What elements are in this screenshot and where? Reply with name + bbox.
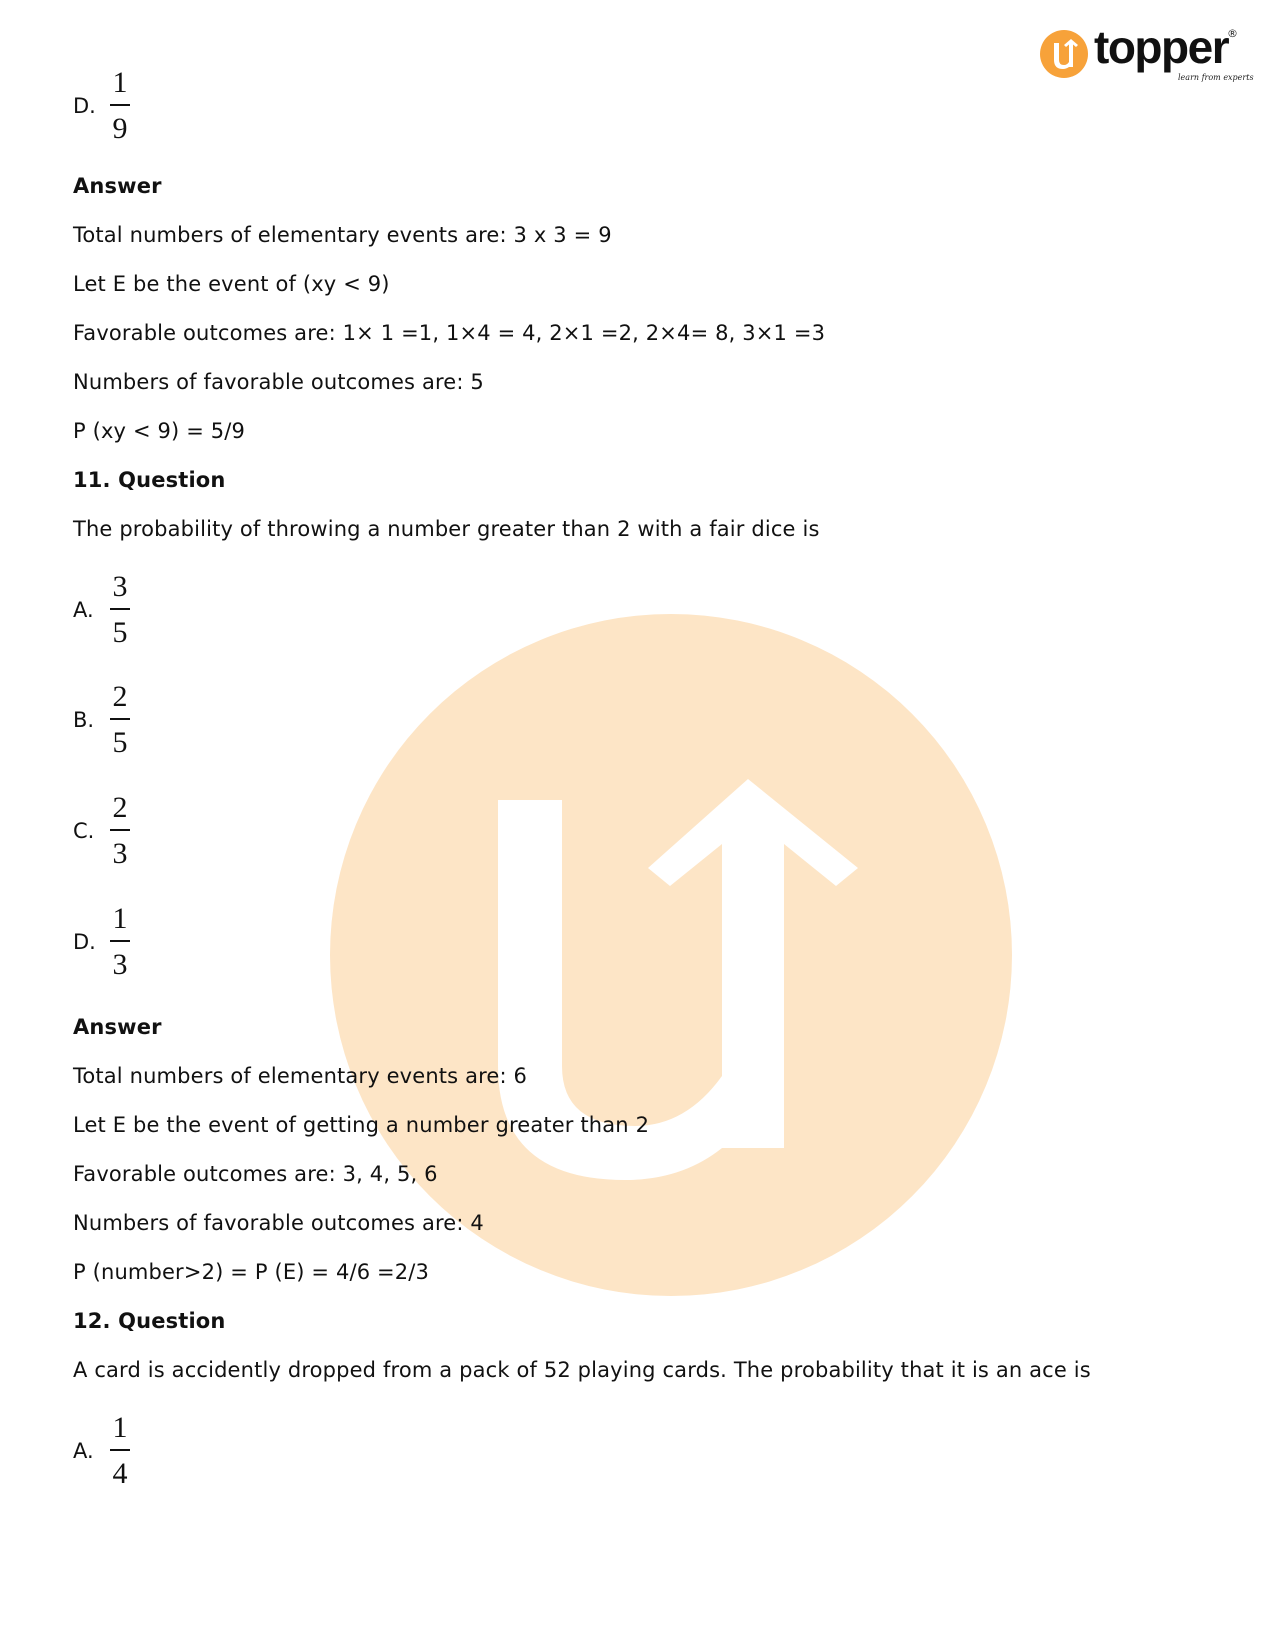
answer-line: Total numbers of elementary events are: 6 (73, 1064, 528, 1088)
answer-line: Numbers of favorable outcomes are: 4 (73, 1211, 484, 1235)
option-letter: A. (73, 598, 94, 622)
option-d (73, 904, 193, 984)
brand-logo (1040, 21, 1254, 90)
fraction-numerator: 1 (112, 1411, 128, 1444)
option-fraction (109, 793, 131, 871)
fraction-bar (110, 940, 130, 942)
fraction-denominator: 5 (112, 615, 128, 649)
option-d (73, 68, 193, 148)
fraction-denominator: 9 (112, 111, 128, 145)
logo-arrow-icon (1040, 30, 1088, 78)
option-letter: D. (73, 930, 96, 954)
fraction-bar (110, 608, 130, 610)
logo-wordmark: topper (1094, 21, 1229, 73)
option-fraction (109, 68, 131, 146)
option-letter: C. (73, 819, 95, 843)
option-fraction (109, 682, 131, 760)
answer-line: Favorable outcomes are: 1× 1 =1, 1×4 = 4, 2×1 =2, 2×4= 8, 3×1 =3 (73, 321, 826, 345)
fraction-bar (110, 1449, 130, 1451)
question-heading: 11. Question (73, 468, 226, 492)
option-fraction (109, 572, 131, 650)
answer-line: Total numbers of elementary events are: 3 x 3 = 9 (73, 223, 612, 247)
fraction-numerator: 2 (112, 791, 128, 824)
watermark-logo (330, 614, 1012, 1296)
answer-heading: Answer (73, 1015, 162, 1039)
answer-line: P (number>2) = P (E) = 4/6 =2/3 (73, 1260, 430, 1284)
watermark-circle (330, 614, 1012, 1296)
option-letter: A. (73, 1439, 94, 1463)
fraction-bar (110, 718, 130, 720)
answer-line: Favorable outcomes are: 3, 4, 5, 6 (73, 1162, 438, 1186)
option-c (73, 793, 193, 873)
fraction-numerator: 2 (112, 680, 128, 713)
fraction-bar (110, 104, 130, 106)
option-letter: B. (73, 708, 95, 732)
option-a (73, 1413, 193, 1493)
answer-line: Let E be the event of (xy < 9) (73, 272, 390, 296)
answer-heading: Answer (73, 174, 162, 198)
question-text: The probability of throwing a number greater than 2 with a fair dice is (73, 517, 820, 541)
question-text: A card is accidently dropped from a pack of 52 playing cards. The probability that it is an ace is (73, 1358, 1091, 1382)
option-letter: D. (73, 94, 96, 118)
answer-line: P (xy < 9) = 5/9 (73, 419, 246, 443)
fraction-denominator: 5 (112, 725, 128, 759)
logo-tagline: learn from experts (1178, 73, 1254, 82)
fraction-denominator: 4 (112, 1456, 128, 1490)
answer-line: Numbers of favorable outcomes are: 5 (73, 370, 484, 394)
option-b (73, 682, 193, 762)
fraction-denominator: 3 (112, 836, 128, 870)
option-fraction (109, 904, 131, 982)
question-heading: 12. Question (73, 1309, 226, 1333)
fraction-denominator: 3 (112, 947, 128, 981)
logo-icon (1040, 30, 1088, 78)
fraction-numerator: 3 (112, 570, 128, 603)
option-fraction (109, 1413, 131, 1491)
fraction-numerator: 1 (112, 902, 128, 935)
option-a (73, 572, 193, 652)
fraction-bar (110, 829, 130, 831)
fraction-numerator: 1 (112, 66, 128, 99)
registered-mark: ® (1227, 27, 1238, 40)
answer-line: Let E be the event of getting a number greater than 2 (73, 1113, 650, 1137)
